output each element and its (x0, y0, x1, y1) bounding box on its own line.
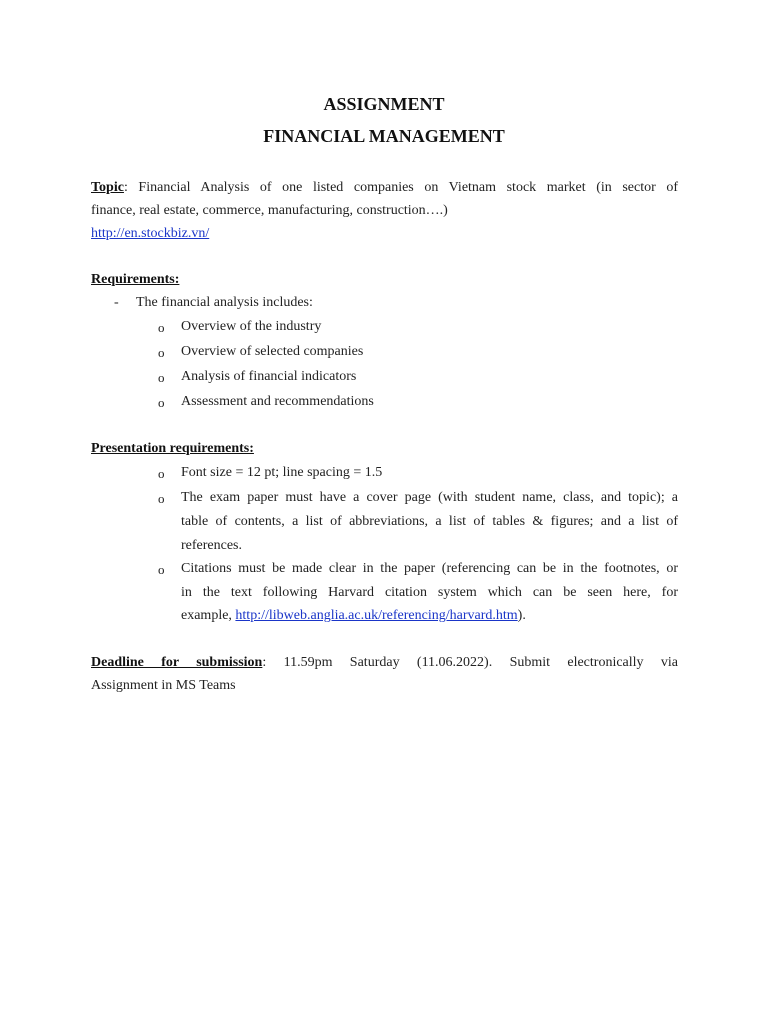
bullet-icon: o (158, 491, 165, 506)
page-subtitle: FINANCIAL MANAGEMENT (263, 126, 505, 146)
presentation-item-cover-line-3: references. (181, 538, 243, 553)
deadline-line-1 (91, 653, 678, 673)
presentation-item-citations-line-1: Citations must be made clear in the paper (referencing can be in the footnotes, or (181, 561, 678, 576)
presentation-item-cover-line-2: table of contents, a list of abbreviations, a list of tables & figures; and a list of (181, 514, 678, 529)
requirements-heading: Requirements: (91, 272, 180, 287)
bullet-icon: o (158, 370, 165, 385)
bullet-icon: o (158, 562, 165, 577)
bullet-icon: o (158, 395, 165, 410)
bullet-icon: o (158, 320, 165, 335)
page-title: ASSIGNMENT (323, 94, 445, 114)
deadline-text: : 11.59pm Saturday (11.06.2022). Submit electronically via (262, 655, 678, 670)
presentation-item-font: Font size = 12 pt; line spacing = 1.5 (181, 465, 383, 480)
topic-line-2: finance, real estate, commerce, manufacturing, construction….) (91, 203, 448, 218)
deadline-label: Deadline for submission (91, 655, 263, 670)
bullet-icon: o (158, 466, 165, 481)
list-item: Assessment and recommendations (181, 394, 374, 409)
deadline-line-2: Assignment in MS Teams (91, 678, 236, 693)
list-item: Overview of the industry (181, 319, 322, 334)
citations-suffix: ). (517, 608, 526, 623)
presentation-item-citations-line-3 (181, 606, 526, 626)
requirements-intro: The financial analysis includes: (136, 295, 313, 310)
citations-prefix: example, (181, 608, 236, 623)
dash-bullet-icon: - (114, 295, 119, 310)
presentation-item-citations-line-2: in the text following Harvard citation system which can be seen here, for (181, 585, 678, 600)
list-item: Analysis of financial indicators (181, 369, 357, 384)
presentation-item-cover-line-1: The exam paper must have a cover page (with student name, class, and topic); a (181, 490, 678, 505)
bullet-icon: o (158, 345, 165, 360)
stockbiz-link[interactable]: http://en.stockbiz.vn/ (91, 226, 210, 241)
harvard-referencing-link[interactable]: http://libweb.anglia.ac.uk/referencing/harvard.htm (235, 608, 518, 623)
presentation-heading: Presentation requirements: (91, 441, 254, 456)
topic-text: : Financial Analysis of one listed companies on Vietnam stock market (in sector of (123, 180, 678, 195)
list-item: Overview of selected companies (181, 344, 364, 359)
topic-label: Topic (91, 180, 124, 195)
topic-link-line (91, 224, 209, 244)
topic-line-1 (91, 178, 678, 198)
